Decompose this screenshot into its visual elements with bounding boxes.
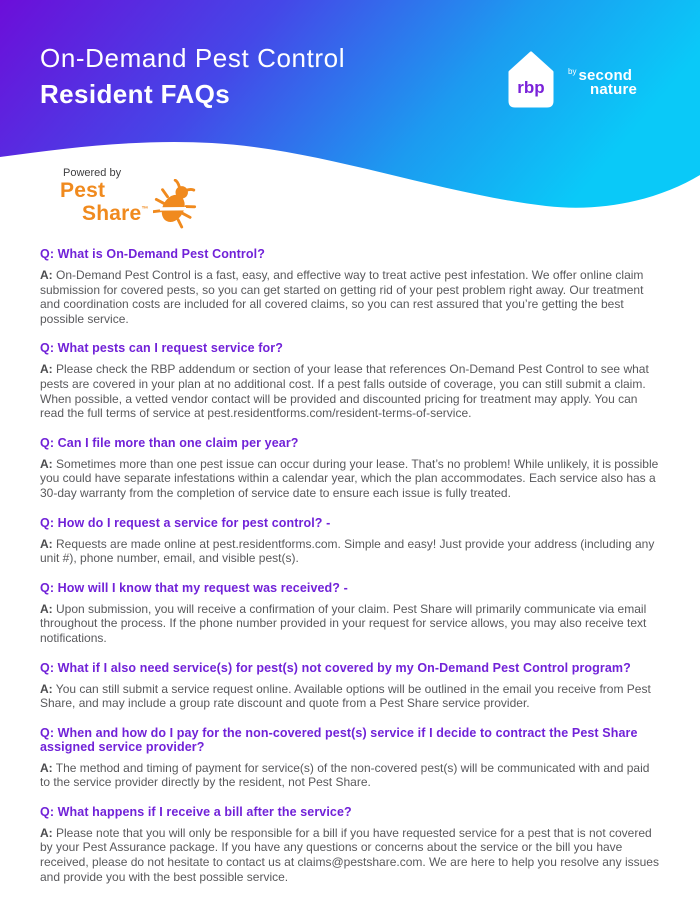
answer-text: The method and timing of payment for service(s) of the non-covered pest(s) will be communicated with and paid to the service provider directly by the resident, not Pest Share. [40,760,650,790]
faq-question: Q: What if I also need service(s) for pest(s) not covered by my On-Demand Pest Control program? [40,660,631,675]
by-label: by [568,67,577,76]
faq-item [40,436,660,501]
faq-answer [40,761,660,790]
page-title: On-Demand Pest Control [40,43,346,73]
answer-prefix: A: [40,268,53,282]
powered-by-label: Powered by [63,167,122,179]
answer-prefix: A: [40,825,53,840]
page-subtitle: Resident FAQs [40,79,231,109]
rbp-wordmark: rbp [517,78,545,97]
answer-prefix: A: [40,760,53,775]
faq-answer [40,457,660,501]
answer-prefix: A: [40,601,53,616]
faq-question: Q: How will I know that my request was received? - [40,580,348,595]
faq-answer [40,268,660,326]
answer-prefix: A: [40,362,53,377]
answer-text: Please check the RBP addendum or section of your lease that references On-Demand Pest Control to see what pests are covered in your plan at no additional cost. If a pest falls outside of coverage, you can still submit a claim. When possible, a vetted vendor contact will be provided and discounted pricing for treatment may apply. You can read the full terms of service at pest.residentforms.com/resident-terms-of-service. [40,362,649,421]
faq-list [40,247,660,899]
faq-question: Q: Can I file more than one claim per year? [40,435,299,450]
faq-question: Q: What is On-Demand Pest Control? [40,247,265,261]
faq-question: Q: How do I request a service for pest control? - [40,515,331,530]
faq-item [40,661,660,711]
brand-word-second: second [578,67,633,84]
pest-word: Pest [60,179,106,202]
rbp-house-icon [503,50,559,110]
trademark-symbol: ™ [141,206,149,213]
brand-word-nature: nature [590,81,638,98]
answer-text: On-Demand Pest Control is a fast, easy, and effective way to treat active pest infestation. We offer online claim submission for covered pests, so you can get started on getting rid of your pest problem right away. Our treatment and coordination costs are included for all covered claims, so you can rest assured that you’re getting the best possible service. [40,268,644,326]
faq-item [40,247,660,326]
rbp-second-nature-logo [503,50,637,110]
answer-prefix: A: [40,456,53,471]
faq-question: Q: What happens if I receive a bill after the service? [40,804,352,819]
answer-text: Sometimes more than one pest issue can occur during your lease. That’s no problem! While unlikely, it is possible you could have separate infestations within a calendar year, which the plan accommodates. Each service also has a 30-day warranty from the completion of service date to ensure each issue is fully treated. [40,456,659,500]
pestshare-logo [60,167,197,231]
answer-text: Please note that you will only be responsible for a bill if you have requested service for a pest that is not covered by your Pest Assurance package. If you have any questions or concerns about the service or the bill you have received, please do not hesitate to contact us at claims@pestshare.com. We are here to help you resolve any issues and provide you with the best possible service. [40,825,659,884]
pestshare-wordmark [60,181,149,223]
faq-answer [40,537,660,566]
bug-icon [153,179,197,231]
answer-text: Requests are made online at pest.residentforms.com. Simple and easy! Just provide your address (including any unit #), phone number, email, and visible pest(s). [40,536,655,566]
answer-text: Upon submission, you will receive a confirmation of your claim. Pest Share will primarily communicate via email throughout the process. If the phone number provided in your request for service allows, you may also receive text notifications. [40,601,647,645]
header-title-block [40,40,345,112]
faq-item [40,341,660,420]
second-nature-wordmark [568,65,637,97]
answer-prefix: A: [40,536,53,551]
faq-answer [40,826,660,884]
faq-item [40,726,660,790]
faq-item [40,805,660,884]
faq-answer [40,602,660,646]
share-word: Share™ [82,202,149,225]
faq-item [40,516,660,566]
faq-question: Q: When and how do I pay for the non-covered pest(s) service if I decide to contract the Pest Share assigned service provider? [40,725,638,754]
answer-prefix: A: [40,681,53,696]
faq-item [40,581,660,646]
faq-answer [40,682,660,711]
faq-question: Q: What pests can I request service for? [40,341,283,356]
answer-text: You can still submit a service request online. Available options will be outlined in the email you receive from Pest Share, and may include a group rate discount and quote from a Pest Share service provider. [40,681,651,711]
faq-answer [40,362,660,420]
